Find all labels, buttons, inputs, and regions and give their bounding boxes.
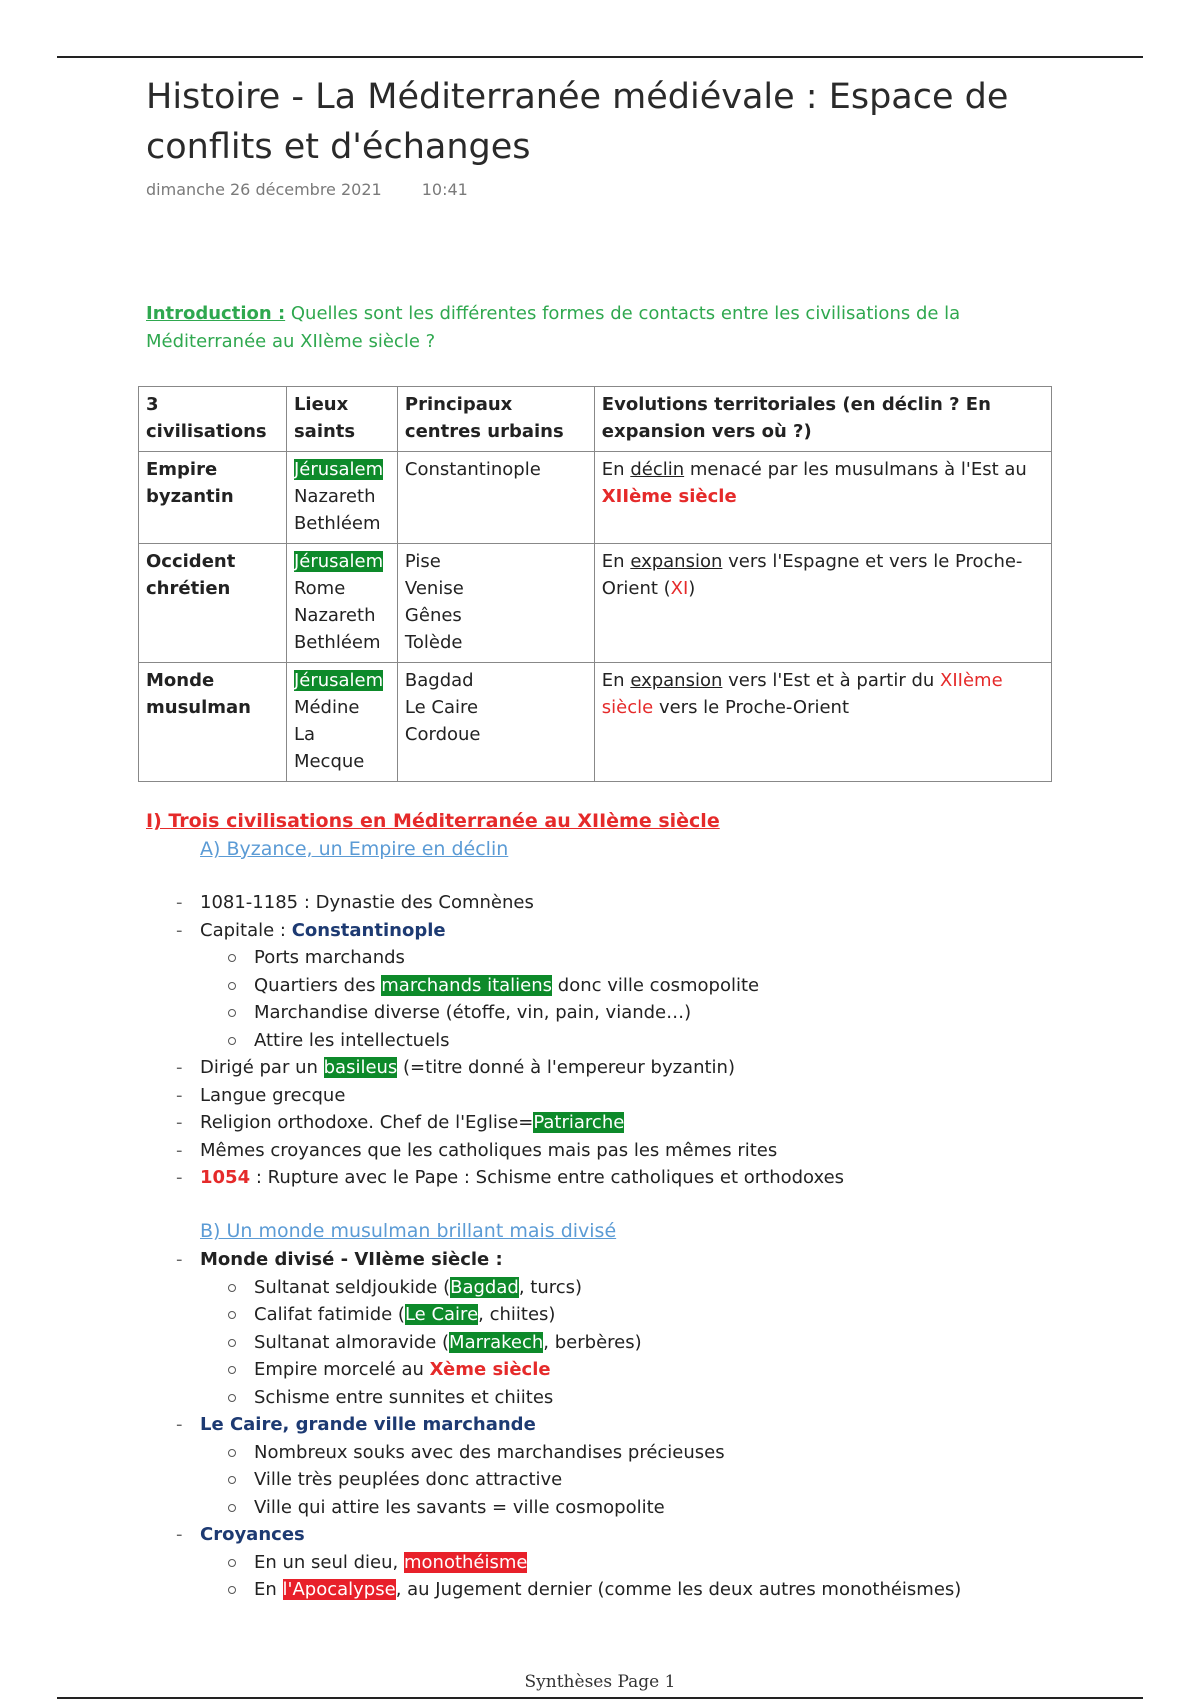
sub-list-item xyxy=(200,999,1076,1027)
item-text: Mêmes croyances que les catholiques mais pas les mêmes rites xyxy=(200,1139,778,1161)
page-date: dimanche 26 décembre 2021 xyxy=(146,180,382,199)
city: Le Caire xyxy=(404,697,479,718)
item-text: , au Jugement dernier (comme les deux autres monothéismes) xyxy=(395,1579,962,1600)
sub-list-item xyxy=(200,1027,1076,1055)
list-item xyxy=(176,1246,1076,1411)
introduction xyxy=(146,300,966,356)
header-territorial-evolution: Evolutions territoriales (en déclin ? En expansion vers où ?) xyxy=(594,387,1051,452)
header-holy-places: Lieux saints xyxy=(286,387,397,452)
urban-centres xyxy=(397,544,594,663)
sub-list-item xyxy=(200,944,1076,972)
item-text: Ville qui attire les savants = ville cosmopolite xyxy=(254,1496,665,1518)
sub-list-item xyxy=(200,972,1076,1000)
highlight: marchands italiens xyxy=(381,974,553,996)
section-1b-heading: B) Un monde musulman brillant mais divisé xyxy=(200,1220,617,1242)
sub-list-item xyxy=(200,1576,1076,1604)
item-text: Califat fatimide ( xyxy=(254,1304,405,1325)
item-text: , chiites) xyxy=(478,1304,556,1325)
evo-keyword: expansion xyxy=(630,670,723,691)
list-item xyxy=(176,1411,1076,1521)
item-text: Ville très peuplées donc attractive xyxy=(254,1469,563,1490)
holy-place-highlight: Jérusalem xyxy=(293,670,384,691)
evo-text: En xyxy=(601,551,631,572)
capital-name: Constantinople xyxy=(291,919,446,941)
list-item xyxy=(176,1082,1076,1110)
territorial-evolution xyxy=(594,452,1051,544)
urban-centres xyxy=(397,663,594,782)
list-item xyxy=(176,917,1076,1055)
table-header-row xyxy=(139,387,1052,452)
item-text: Schisme entre sunnites et chiites xyxy=(254,1386,554,1408)
item-label: Monde divisé - VIIème siècle : xyxy=(200,1249,503,1270)
city: Pise xyxy=(404,551,441,572)
item-text: Attire les intellectuels xyxy=(254,1029,450,1051)
evo-century: XIIème siècle xyxy=(601,486,737,507)
city: Constantinople xyxy=(404,459,541,480)
holy-place: Nazareth xyxy=(293,486,376,507)
evo-text: En xyxy=(601,670,631,691)
highlight: Patriarche xyxy=(533,1112,625,1133)
item-text: , berbères) xyxy=(543,1331,642,1353)
highlight: Bagdad xyxy=(450,1276,519,1298)
top-rule xyxy=(57,56,1143,58)
item-text: Quartiers des xyxy=(254,974,382,996)
urban-centres xyxy=(397,452,594,544)
schism-year: 1054 xyxy=(200,1167,251,1188)
muslim-world-list xyxy=(176,1246,1076,1604)
table-row xyxy=(139,544,1052,663)
holy-places xyxy=(286,544,397,663)
holy-place-highlight: Jérusalem xyxy=(293,459,384,480)
sub-list-item xyxy=(200,1329,1076,1357)
page-time: 10:41 xyxy=(421,180,468,199)
beliefs-sublist xyxy=(200,1549,1076,1604)
item-text: Sultanat seldjoukide ( xyxy=(254,1276,451,1298)
highlight: Marrakech xyxy=(449,1331,544,1353)
page-title: Histoire - La Méditerranée médiévale : Espace de conflits et d'échanges xyxy=(146,77,1009,167)
civ-name: Monde musulman xyxy=(139,663,287,782)
city: Bagdad xyxy=(404,670,474,691)
item-text: Religion orthodoxe. Chef de l'Eglise= xyxy=(200,1112,534,1133)
sub-list-item xyxy=(200,1466,1076,1494)
table-row xyxy=(139,452,1052,544)
item-text: Empire morcelé au xyxy=(254,1359,430,1380)
highlight: l'Apocalypse xyxy=(282,1579,396,1600)
list-item xyxy=(176,1137,1076,1165)
section-1a-heading: A) Byzance, un Empire en déclin xyxy=(200,838,509,860)
list-item xyxy=(176,1521,1076,1604)
holy-place: Médine xyxy=(293,697,360,718)
holy-place: Nazareth xyxy=(293,605,376,626)
evo-century: XIIème siècle xyxy=(601,670,1003,718)
list-item xyxy=(176,1054,1076,1082)
city: Gênes xyxy=(404,605,462,626)
holy-places xyxy=(286,663,397,782)
civ-name: Empire byzantin xyxy=(139,452,287,544)
cairo-sublist xyxy=(200,1439,1076,1522)
item-text: Langue grecque xyxy=(200,1084,346,1106)
evo-text: En xyxy=(601,459,631,480)
divided-sublist xyxy=(200,1274,1076,1412)
sub-list-item xyxy=(200,1439,1076,1467)
territorial-evolution xyxy=(594,663,1051,782)
item-label: Le Caire, grande ville marchande xyxy=(200,1414,536,1435)
item-text: , turcs) xyxy=(518,1276,583,1298)
evo-text: vers l'Espagne et vers le Proche-Orient ( xyxy=(601,551,1023,599)
header-urban-centres: Principaux centres urbains xyxy=(397,387,594,452)
item-text: donc ville cosmopolite xyxy=(552,974,760,996)
sub-list-item xyxy=(200,1301,1076,1329)
evo-text: vers le Proche-Orient xyxy=(653,697,850,718)
section-1-heading: I) Trois civilisations en Méditerranée au XIIème siècle xyxy=(146,810,720,832)
item-text: 1081-1185 : Dynastie des Comnènes xyxy=(200,892,534,913)
civilisations-table xyxy=(138,386,1052,782)
holy-places xyxy=(286,452,397,544)
table-row xyxy=(139,663,1052,782)
city: Tolède xyxy=(404,632,463,653)
sub-list-item xyxy=(200,1549,1076,1577)
bottom-rule xyxy=(57,1697,1143,1699)
item-text: Ports marchands xyxy=(254,947,405,968)
byzance-list xyxy=(176,889,1076,1192)
highlight: monothéisme xyxy=(403,1551,528,1573)
capital-sublist xyxy=(200,944,1076,1054)
sub-list-item xyxy=(200,1274,1076,1302)
item-text: Marchandise diverse (étoffe, vin, pain, viande…) xyxy=(254,1002,692,1023)
item-text: (=titre donné à l'empereur byzantin) xyxy=(397,1057,735,1078)
item-text: Dirigé par un xyxy=(200,1057,324,1078)
century: Xème siècle xyxy=(429,1359,551,1380)
holy-place: Bethléem xyxy=(293,513,381,534)
highlight: Le Caire xyxy=(404,1304,479,1325)
page-footer: Synthèses Page 1 xyxy=(524,1672,676,1692)
sub-list-item xyxy=(200,1384,1076,1412)
list-item xyxy=(176,1109,1076,1137)
evo-keyword: déclin xyxy=(630,459,685,480)
evo-text: menacé par les musulmans à l'Est au xyxy=(684,459,1027,480)
item-text: : Rupture avec le Pape : Schisme entre catholiques et orthodoxes xyxy=(250,1167,845,1188)
holy-place: Bethléem xyxy=(293,632,381,653)
highlight: basileus xyxy=(323,1057,398,1078)
item-text: En xyxy=(254,1579,283,1600)
intro-question: Quelles sont les différentes formes de contacts entre les civilisations de la Méditerranée au XIIème siècle ? xyxy=(146,303,961,352)
holy-place-highlight: Jérusalem xyxy=(293,551,384,572)
evo-text: ) xyxy=(688,578,696,599)
item-label: Croyances xyxy=(200,1524,305,1545)
evo-century: XI xyxy=(670,578,689,599)
civ-name: Occident chrétien xyxy=(139,544,287,663)
city: Cordoue xyxy=(404,724,481,745)
sub-list-item xyxy=(200,1494,1076,1522)
item-text: Capitale : xyxy=(200,919,292,941)
list-item xyxy=(176,1164,1076,1192)
page-meta xyxy=(146,180,468,199)
city: Venise xyxy=(404,578,464,599)
item-text: Nombreux souks avec des marchandises précieuses xyxy=(254,1441,725,1463)
evo-text: vers l'Est et à partir du xyxy=(722,670,941,691)
item-text: Sultanat almoravide ( xyxy=(254,1331,450,1353)
holy-place: Rome xyxy=(293,578,346,599)
intro-lead: Introduction : xyxy=(146,303,286,324)
header-civilisations: 3 civilisations xyxy=(139,387,287,452)
item-text: En un seul dieu, xyxy=(254,1551,404,1573)
list-item xyxy=(176,889,1076,917)
holy-place: La Mecque xyxy=(293,724,365,772)
sub-list-item xyxy=(200,1356,1076,1384)
territorial-evolution xyxy=(594,544,1051,663)
evo-keyword: expansion xyxy=(630,551,723,572)
